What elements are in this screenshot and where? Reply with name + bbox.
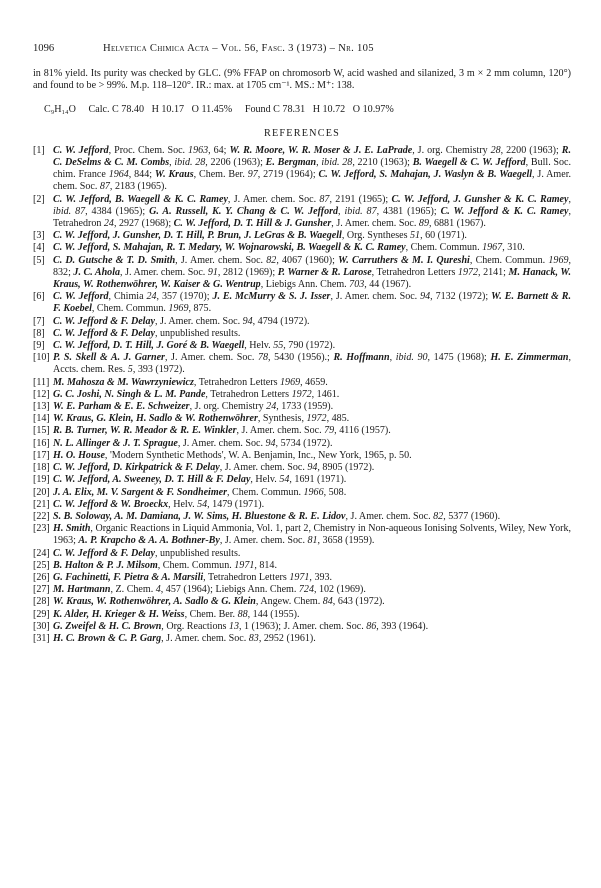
reference-number: [10]	[33, 352, 50, 364]
reference-text: H. O. House, 'Modern Synthetic Methods', W. A. Benjamin, Inc., New York, 1965, p. 50.	[53, 449, 412, 461]
reference-number: [15]	[33, 425, 50, 437]
reference-item	[33, 352, 571, 376]
reference-number: [17]	[33, 449, 50, 461]
reference-text: P. S. Skell & A. J. Garner, J. Amer. chem. Soc. 78, 5430 (1956).; R. Hoffmann, ibid. 90, 1475 (1968); H. E. Zimmerman, Accts. chem. Res. 5, 393 (1972).	[53, 352, 572, 376]
reference-item	[33, 474, 571, 486]
reference-number: [25]	[33, 559, 50, 571]
reference-number: [24]	[33, 547, 50, 559]
journal-title: Helvetica Chimica Acta – Vol. 56, Fasc. 3 (1973) – Nr. 105	[103, 43, 374, 54]
reference-number: [30]	[33, 620, 50, 632]
reference-number: [12]	[33, 388, 50, 400]
reference-number: [23]	[33, 523, 50, 535]
reference-number: [13]	[33, 401, 50, 413]
reference-number: [14]	[33, 413, 50, 425]
reference-text: K. Alder, H. Krieger & H. Weiss, Chem. Ber. 88, 144 (1955).	[53, 608, 300, 620]
reference-text: W. E. Parham & E. E. Schweizer, J. org. Chemistry 24, 1733 (1959).	[53, 401, 334, 413]
reference-number: [1]	[33, 144, 45, 156]
reference-item	[33, 499, 571, 511]
reference-number: [4]	[33, 242, 45, 254]
reference-text: C. W. Jefford, S. Mahajan, R. T. Medary, W. Wojnarowski, B. Waegell & K. C. Ramey, Chem. Commun. 1967, 310.	[53, 242, 525, 254]
reference-item	[33, 487, 571, 499]
reference-number: [18]	[33, 462, 50, 474]
reference-item	[33, 401, 571, 413]
reference-number: [29]	[33, 608, 50, 620]
reference-text: H. Smith, Organic Reactions in Liquid Ammonia, Vol. 1, part 2, Chemistry in Non-aqueous Ionising Solvents, Wiley, New York, 1963; A. P. Krapcho & A. A. Bothner-By, J. Amer. chem. Soc. 81, 3658 (1959).	[53, 523, 571, 547]
reference-text: J. A. Elix, M. V. Sargent & F. Sondheimer, Chem. Commun. 1966, 508.	[53, 486, 347, 498]
reference-text: M. Hartmann, Z. Chem. 4, 457 (1964); Liebigs Ann. Chem. 724, 102 (1969).	[53, 584, 366, 596]
reference-item	[33, 316, 571, 328]
reference-text: G. Zweifel & H. C. Brown, Org. Reactions 13, 1 (1963); J. Amer. chem. Soc. 86, 393 (1964).	[53, 620, 429, 632]
running-head	[33, 42, 571, 55]
reference-number: [5]	[33, 254, 45, 266]
document-page	[33, 42, 571, 645]
reference-text: S. B. Soloway, A. M. Damiana, J. W. Sims, H. Bluestone & R. E. Lidov, J. Amer. chem. Soc. 82, 5377 (1960).	[53, 510, 501, 522]
references-list	[33, 145, 571, 645]
reference-number: [20]	[33, 486, 50, 498]
reference-text: C. W. Jefford, A. Sweeney, D. T. Hill & F. Delay, Helv. 54, 1691 (1971).	[53, 474, 347, 486]
reference-text: N. L. Allinger & J. T. Sprague, J. Amer. chem. Soc. 94, 5734 (1972).	[53, 437, 333, 449]
reference-number: [22]	[33, 510, 50, 522]
reference-text: C. W. Jefford, B. Waegell & K. C. Ramey, J. Amer. chem. Soc. 87, 2191 (1965); C. W. Jefford, J. Gunsher & K. C. Ramey, ibid. 87, 4384 (1965); G. A. Russell, K. Y. Chang & C. W. Jefford, ibid. 87, 4381 (1965); C. W. Jefford & K. C. Ramey, Tetrahedron 24, 2927 (1968); C. W. Jefford, D. T. Hill & J. Gunsher, J. Amer. chem. Soc. 89, 6881 (1967).	[53, 193, 572, 230]
reference-text: R. B. Turner, W. R. Meador & R. E. Winkler, J. Amer. chem. Soc. 79, 4116 (1957).	[53, 425, 391, 437]
reference-text: C. W. Jefford, D. T. Hill, J. Goré & B. Waegell, Helv. 55, 790 (1972).	[53, 340, 336, 352]
reference-item	[33, 425, 571, 437]
reference-number: [6]	[33, 291, 45, 303]
reference-number: [21]	[33, 498, 50, 510]
reference-text: H. C. Brown & C. P. Garg, J. Amer. chem. Soc. 83, 2952 (1961).	[53, 632, 316, 644]
reference-number: [2]	[33, 193, 45, 205]
reference-text: C. W. Jefford & F. Delay, unpublished results.	[53, 547, 241, 559]
experimental-paragraph: in 81% yield. Its purity was checked by GLC. (9% FFAP on chromosorb W, acid washed and silanized, 3 m × 2 mm column, 120°) and found to be > 99%. M.p. 118–120°. IR.: max. at 1705 cm⁻¹. MS.: M⁺: 138.	[33, 68, 571, 92]
reference-number: [28]	[33, 596, 50, 608]
references-heading: REFERENCES	[264, 127, 340, 139]
reference-text: C. W. Jefford, D. Kirkpatrick & F. Delay, J. Amer. chem. Soc. 94, 8905 (1972).	[53, 462, 375, 474]
reference-item	[33, 242, 571, 254]
reference-text: B. Halton & P. J. Milsom, Chem. Commun. 1971, 814.	[53, 559, 277, 571]
reference-item	[33, 255, 571, 292]
reference-text: M. Mahosza & M. Wawrzyniewicz, Tetrahedron Letters 1969, 4659.	[53, 376, 328, 388]
reference-item	[33, 548, 571, 560]
reference-number: [16]	[33, 437, 50, 449]
reference-item	[33, 523, 571, 547]
reference-text: C. W. Jefford, J. Gunsher, D. T. Hill, P. Brun, J. LeGras & B. Waegell, Org. Syntheses 51, 60 (1971).	[53, 230, 467, 242]
reference-item	[33, 584, 571, 596]
reference-item	[33, 145, 571, 194]
reference-item	[33, 572, 571, 584]
reference-item	[33, 450, 571, 462]
reference-item	[33, 291, 571, 315]
reference-text: W. Kraus, W. Rothenwöhrer, A. Sadlo & G. Klein, Angew. Chem. 84, 643 (1972).	[53, 596, 385, 608]
reference-item	[33, 328, 571, 340]
reference-item	[33, 377, 571, 389]
reference-number: [9]	[33, 340, 45, 352]
reference-text: W. Kraus, G. Klein, H. Sadlo & W. Rothenwöhrer, Synthesis, 1972, 485.	[53, 413, 350, 425]
reference-text: C. D. Gutsche & T. D. Smith, J. Amer. chem. Soc. 82, 4067 (1960); W. Carruthers & M. I. Qureshi, Chem. Commun. 1969, 832; J. C. Ahola, J. Amer. chem. Soc. 91, 2812 (1969); P. Warner & R. Larose, Tetrahedron Letters 1972, 2141; M. Hanack, W. Kraus, W. Rothenwöhrer, W. Kaiser & G. Wentrup, Liebigs Ann. Chem. 703, 44 (1967).	[53, 254, 572, 291]
reference-number: [11]	[33, 376, 50, 388]
reference-item	[33, 340, 571, 352]
reference-number: [26]	[33, 571, 50, 583]
reference-number: [19]	[33, 474, 50, 486]
reference-number: [8]	[33, 327, 45, 339]
reference-item	[33, 560, 571, 572]
reference-text: C. W. Jefford & F. Delay, J. Amer. chem. Soc. 94, 4794 (1972).	[53, 315, 310, 327]
reference-text: C. W. Jefford, Proc. Chem. Soc. 1963, 64; W. R. Moore, W. R. Moser & J. E. LaPrade, J. org. Chemistry 28, 2200 (1963); R. C. DeSelms & C. M. Combs, ibid. 28, 2206 (1963); E. Bergman, ibid. 28, 2210 (1963); B. Waegell & C. W. Jefford, Bull. Soc. chim. France 1964, 844; W. Kraus, Chem. Ber. 97, 2719 (1964); C. W. Jefford, S. Mahajan, J. Waslyn & B. Waegell, J. Amer. chem. Soc. 87, 2183 (1965).	[53, 144, 572, 193]
reference-number: [7]	[33, 315, 45, 327]
reference-text: C. W. Jefford & F. Delay, unpublished results.	[53, 327, 241, 339]
reference-text: C. W. Jefford & W. Broeckx, Helv. 54, 1479 (1971).	[53, 498, 265, 510]
reference-item	[33, 633, 571, 645]
reference-number: [3]	[33, 230, 45, 242]
elemental-analysis: C₉H₁₄O Calc. C 78.40 H 10.17 O 11.45% Found C 78.31 H 10.72 O 10.97%	[44, 103, 394, 115]
reference-text: G. Fachinetti, F. Pietra & A. Marsili, Tetrahedron Letters 1971, 393.	[53, 571, 333, 583]
reference-item	[33, 621, 571, 633]
reference-item	[33, 194, 571, 231]
reference-text: G. C. Joshi, N. Singh & L. M. Pande, Tetrahedron Letters 1972, 1461.	[53, 388, 340, 400]
reference-item	[33, 596, 571, 608]
reference-number: [27]	[33, 584, 50, 596]
reference-item	[33, 230, 571, 242]
reference-item	[33, 609, 571, 621]
reference-item	[33, 462, 571, 474]
reference-item	[33, 413, 571, 425]
reference-text: C. W. Jefford, Chimia 24, 357 (1970); J. E. McMurry & S. J. Isser, J. Amer. chem. Soc. 94, 7132 (1972); W. E. Barnett & R. F. Koebel, Chem. Commun. 1969, 875.	[53, 291, 572, 315]
reference-item	[33, 438, 571, 450]
reference-item	[33, 511, 571, 523]
page-number: 1096	[33, 43, 55, 54]
reference-number: [31]	[33, 632, 50, 644]
reference-item	[33, 389, 571, 401]
